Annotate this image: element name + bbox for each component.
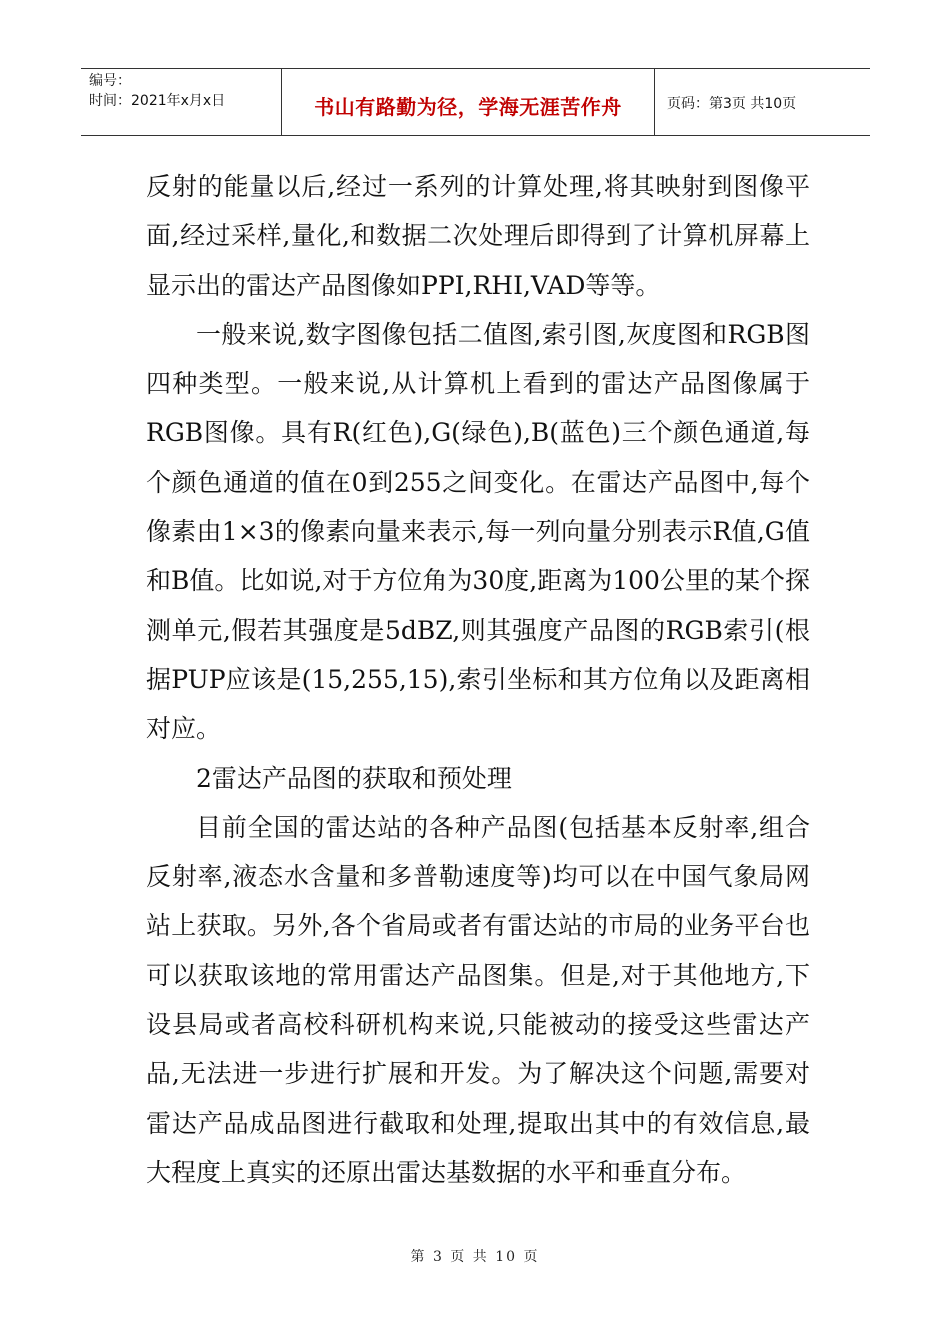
- header-motto: 书山有路勤为径，学海无涯苦作舟: [314, 95, 622, 119]
- page-footer: 第 3 页 共 10 页: [410, 1249, 540, 1265]
- paragraph-continuation: 反射的能量以后,经过一系列的计算处理,将其映射到图像平面,经过采样,量化,和数据二次处理后即得到了计算机屏幕上显示出的雷达产品图像如PPI,RHI,VAD等等。: [146, 172, 810, 300]
- time-label: 时间：2021年x月x日: [89, 93, 226, 109]
- header-divider: [654, 69, 655, 135]
- section-heading: 2雷达产品图的获取和预处理: [196, 763, 512, 793]
- header-meta: [89, 71, 225, 111]
- header-page-info: 页码：第3页 共10页: [667, 96, 797, 112]
- code-label: 编号：: [89, 73, 131, 89]
- page-header: [81, 68, 870, 136]
- paragraph-acquisition: 目前全国的雷达站的各种产品图(包括基本反射率,组合反射率,液态水含量和多普勒速度等)均可以在中国气象局网站上获取。另外,各个省局或者有雷达站的市局的业务平台也可以获取该地的常用雷达产品图集。但是,对于其他地方,下设县局或者高校科研机构来说,只能被动的接受这些雷达产品,无法进一步进行扩展和开发。为了解决这个问题,需要对雷达产品成品图进行截取和处理,提取出其中的有效信息,最大程度上真实的还原出雷达基数据的水平和垂直分布。: [146, 812, 810, 1187]
- paragraph-image-types: 一般来说,数字图像包括二值图,索引图,灰度图和RGB图四种类型。一般来说,从计算机上看到的雷达产品图像属于RGB图像。具有R(红色),G(绿色),B(蓝色)三个颜色通道,每个颜色通道的值在0到255之间变化。在雷达产品图中,每个像素由1×3的像素向量来表示,每一列向量分别表示R值,G值和B值。比如说,对于方位角为30度,距离为100公里的某个探测单元,假若其强度是5dBZ,则其强度产品图的RGB索引(根据PUP应该是(15,255,15),索引坐标和其方位角以及距离相对应。: [146, 319, 810, 744]
- document-body: [146, 162, 810, 1197]
